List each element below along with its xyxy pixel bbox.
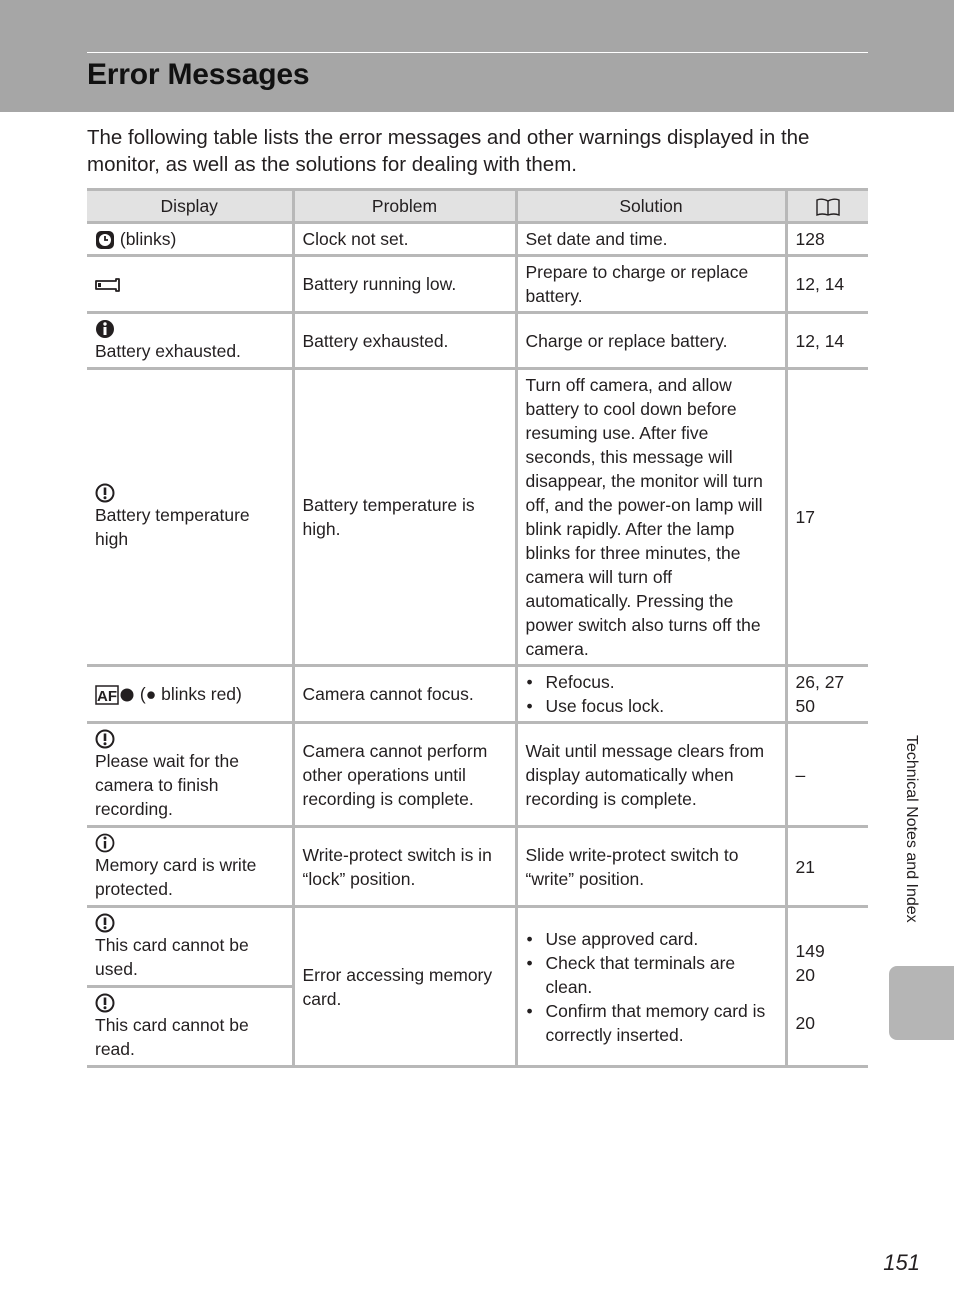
table-row [87,907,868,987]
solution-cell: Wait until message clears from display automatically when recording is complete. [516,723,786,827]
table-row [87,369,868,666]
table-row [87,223,868,256]
problem-cell: Camera cannot perform other operations until recording is complete. [293,723,516,827]
header-display: Display [87,190,293,223]
solution-cell [516,666,786,723]
table-row [87,256,868,313]
list-item: • Check that terminals are clean. [526,951,777,999]
clock-icon [95,230,115,250]
list-item: • Confirm that memory card is correctly inserted. [526,999,777,1047]
solution-cell [516,907,786,1067]
problem-cell: Write-protect switch is in “lock” position. [293,827,516,907]
display-cell [87,723,293,827]
header-solution: Solution [516,190,786,223]
page-ref [796,987,861,1011]
solution-list [526,927,777,1047]
header-problem: Problem [293,190,516,223]
display-cell [87,256,293,313]
table-header-row [87,190,868,223]
display-text: Please wait for the camera to finish recording. [95,750,239,819]
page-cell: 12, 14 [786,313,868,369]
page-ref: 26, 27 [795,672,845,692]
page-ref: 50 [795,696,815,716]
battery-low-icon [95,276,123,294]
side-tab-label: Technical Notes and Index [903,735,920,923]
side-tab [889,966,954,1040]
solution-cell: Turn off camera, and allow battery to cool down before resuming use. After five seconds, this message will disappear, the monitor will turn off, and the power-on lamp will blink rapidly. After the lamp blinks for three minutes, the camera will turn off automatically. Pressing the power switch also turns off the camera. [516,369,786,666]
display-text: Memory card is write protected. [95,854,257,899]
header-band [0,0,954,112]
page-cell [786,666,868,723]
display-text: This card cannot be read. [95,1014,249,1059]
info-icon [95,833,284,853]
solution-list [526,670,777,718]
svg-text:AF: AF [97,688,117,706]
list-item: • Refocus. [526,670,777,694]
book-reference-icon [815,197,841,217]
page-cell: 21 [786,827,868,907]
display-cell [87,223,293,256]
table-row [87,313,868,369]
solution-cell: Set date and time. [516,223,786,256]
error-messages-table [87,188,868,1068]
display-cell [87,907,293,987]
display-cell [87,827,293,907]
problem-cell: Battery running low. [293,256,516,313]
warning-icon [95,729,284,749]
solution-cell: Charge or replace battery. [516,313,786,369]
table-row [87,666,868,723]
page-cell: 17 [786,369,868,666]
solution-cell: Prepare to charge or replace battery. [516,256,786,313]
display-text: Battery exhausted. [95,340,241,361]
solution-cell: Slide write-protect switch to “write” position. [516,827,786,907]
warning-icon [95,483,284,503]
display-cell [87,987,293,1067]
page-cell: – [786,723,868,827]
display-text: This card cannot be used. [95,934,249,979]
page-cell [786,907,868,1067]
list-item: • Use approved card. [526,927,777,951]
header-page-reference [786,190,868,223]
page-cell: 12, 14 [786,256,868,313]
page-ref: 20 [795,964,815,985]
af-indicator-icon [95,685,135,705]
header-rule [87,52,868,53]
display-cell [87,313,293,369]
warning-icon [95,993,284,1013]
table-row [87,723,868,827]
page-cell: 128 [786,223,868,256]
info-icon [95,319,284,339]
display-text: Battery temperature high [95,505,250,549]
list-item: • Use focus lock. [526,694,777,718]
problem-cell: Error accessing memory card. [293,907,516,1067]
problem-cell: Battery exhausted. [293,313,516,369]
page-ref: 20 [795,1012,815,1033]
display-cell [87,369,293,666]
warning-icon [95,913,284,933]
display-text: (● blinks red) [139,684,242,704]
table-row [87,827,868,907]
display-text: (blinks) [119,229,177,249]
problem-cell: Battery temperature is high. [293,369,516,666]
page-title: Error Messages [87,58,310,91]
problem-cell: Clock not set. [293,223,516,256]
page-ref: 149 [795,940,825,961]
page-number: 151 [883,1250,920,1275]
problem-cell: Camera cannot focus. [293,666,516,723]
intro-paragraph: The following table lists the error messages and other warnings displayed in the monitor, as well as the solutions for dealing with them. [87,126,810,176]
display-cell [87,666,293,723]
